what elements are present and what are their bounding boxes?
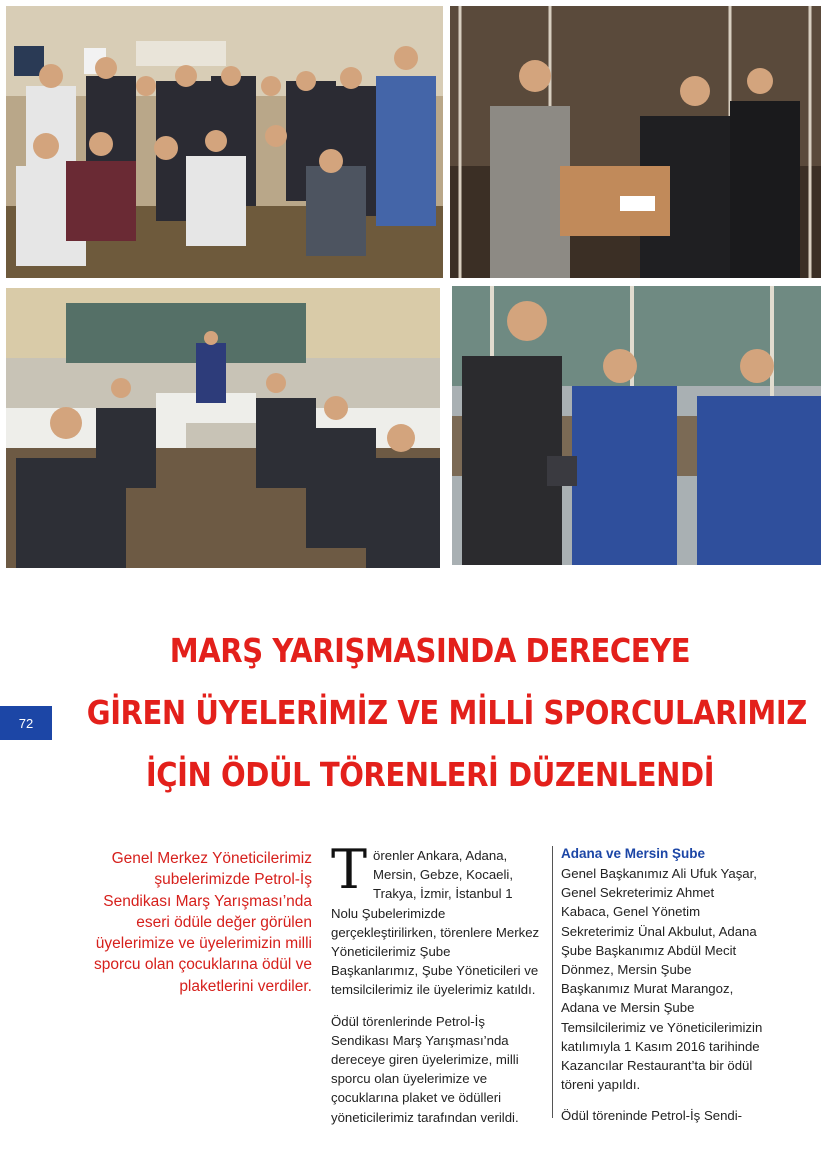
article-column-3 (561, 846, 763, 1138)
page-number: 72 (0, 706, 52, 740)
article-paragraph-2: Ödül törenlerinde Petrol-İş Sendikası Marş Yarışması’nda dereceye giren üyelerimize, milli sporcu olan üyelerimize ve çocuklarına plaket ve ödülleri yöneticilerimiz tarafından verildi. (331, 1013, 519, 1125)
group-photo (6, 6, 443, 278)
article-paragraph-3: Genel Başkanımız Ali Ufuk Yaşar, Genel Sekreterimiz Ahmet Kabaca, Genel Yönetim Sekreterimiz Ünal Akbulut, Adana Şube Başkanımız Abdül Mecit Dönmez, Mersin Şube Başkanımız Murat Marangoz, Adana ve Mersin Şube Temsilcilerimiz ve Yöneticilerimizin katılımıyla 1 Kasım 2016 tarihinde Kazancılar Restaurant’ta bir ödül töreni yapıldı. (561, 866, 763, 1093)
article-column-2 (331, 838, 541, 1139)
title-line-3: İÇİN ÖDÜL TÖRENLERİ DÜZENLENDİ (145, 755, 715, 794)
medal-presentation-photo (452, 286, 821, 565)
section-subheading: Adana ve Mersin Şube (561, 846, 706, 861)
award-photo-box (450, 6, 821, 278)
title-line-1: MARŞ YARIŞMASINDA DERECEYE (169, 631, 691, 670)
article-paragraph-4: Ödül töreninde Petrol-İş Sendi- (561, 1108, 743, 1124)
column-divider (552, 846, 553, 1118)
drop-cap: T (331, 838, 368, 901)
page-title (86, 620, 807, 806)
ceremony-tables-photo (6, 288, 440, 568)
article-paragraph-1 (331, 838, 541, 1000)
title-line-2: GİREN ÜYELERİMİZ VE MİLLİ SPORCULARIMIZ (86, 693, 807, 732)
article-paragraph-1-text: örenler Ankara, Adana, Mersin, Gebze, Kocaeli, Trakya, İzmir, İstanbul 1 Nolu Şubelerimizde gerçekleştirilirken, törenlere Merkez Yöneticilerimiz Şube Başkanlarımız, Şube Yöneticileri ve temsilcilerimiz ile üyelerimiz katıldı. (331, 848, 540, 998)
intro-text: Genel Merkez Yöneticilerimiz şubelerimizde Petrol-İş Sendikası Marş Yarışması’nda eseri ödüle değer görülen üyelerimize ve üyelerimizin milli sporcu olan çocuklarına ödül ve plaketlerini verdiler. (94, 850, 312, 995)
